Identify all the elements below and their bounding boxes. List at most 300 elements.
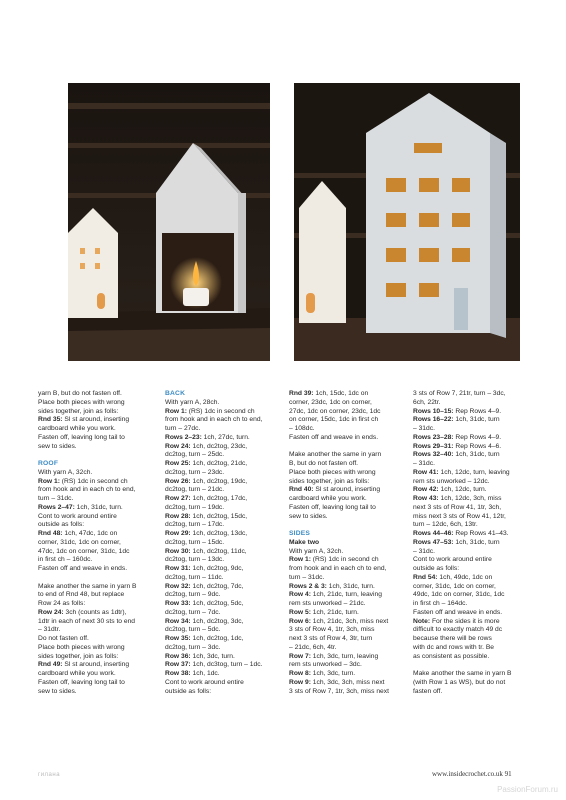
row-text: Fasten off and weave in ends. — [289, 433, 379, 441]
row-label: Row 36: — [165, 652, 191, 660]
instruction-line — [289, 574, 397, 583]
paragraph-gap — [413, 661, 525, 670]
instruction-line — [413, 399, 525, 408]
row-label: Row 9: — [289, 678, 311, 686]
row-text: 1ch, 49dc, 1dc on — [437, 573, 493, 581]
instruction-line — [38, 635, 146, 644]
row-label: Note: — [413, 617, 431, 625]
row-text: dc2tog, turn – 25dc. — [165, 451, 225, 459]
instruction-line — [413, 609, 525, 618]
row-label: Row 41: — [413, 468, 439, 476]
row-text: dc2tog, turn – 13dc. — [165, 556, 225, 564]
row-text: on corner, 15dc, 1dc in first ch — [289, 416, 379, 424]
instruction-line — [165, 600, 273, 609]
instruction-line — [165, 443, 273, 452]
row-text: dc2tog, turn – 23dc. — [165, 468, 225, 476]
paragraph-gap — [38, 451, 146, 460]
instruction-line — [413, 478, 525, 487]
row-text: next 3 sts of Row 4, 3tr, turn — [289, 635, 373, 642]
row-text: Rep Rows 4–9. — [453, 433, 502, 441]
instruction-line — [413, 469, 525, 478]
instruction-line — [38, 408, 146, 417]
instruction-line — [413, 521, 525, 530]
instruction-line — [413, 416, 525, 425]
instruction-line — [289, 548, 397, 557]
paragraph-gap — [289, 521, 397, 530]
instruction-line — [165, 661, 273, 670]
instruction-line — [289, 486, 397, 495]
row-text: Rep Rows 4–6. — [453, 442, 502, 450]
instruction-line — [413, 591, 525, 600]
row-text: 1ch, 3dc, turn, leaving — [310, 652, 379, 660]
row-text: 1ch, 47dc, 1dc on — [62, 530, 118, 537]
row-label: Row 43: — [413, 495, 439, 502]
instruction-line — [38, 688, 146, 697]
row-text: dc2tog, turn – 21dc. — [165, 486, 225, 494]
row-text: (with Row 1 as WS), but do not — [413, 678, 506, 686]
row-text: 1ch, dc2tog, 23dc, — [190, 442, 248, 450]
instruction-line — [289, 399, 397, 408]
instruction-line — [289, 390, 397, 399]
instruction-line — [413, 451, 525, 460]
row-label: Rows 44–46: — [413, 530, 454, 537]
row-text: (RS) 1dc in second ch — [186, 407, 255, 415]
instruction-line — [165, 688, 273, 697]
row-text: Fasten off, leaving long tail to — [289, 503, 376, 511]
row-label: Rnd 39: — [289, 390, 314, 397]
instruction-line — [165, 574, 273, 583]
row-text: 1ch, dc2tog, 9dc, — [190, 565, 244, 572]
instruction-line — [289, 539, 397, 548]
instruction-line — [165, 399, 273, 408]
row-text: With yarn A, 32ch. — [289, 547, 344, 555]
row-text: 27dc, 1dc on corner, 23dc, 1dc — [289, 407, 381, 415]
instruction-line — [413, 618, 525, 627]
row-text: With yarn A, 28ch. — [165, 398, 220, 406]
row-text: next 3 sts of Row 41, 1tr, 3ch, — [413, 503, 502, 511]
instruction-line — [38, 679, 146, 688]
row-text: 3 sts of Row 7, 21tr, turn – 3dc, — [413, 390, 506, 397]
row-text: in first ch – 160dc. — [38, 556, 93, 564]
row-text: rem sts unworked – 21dc. — [289, 600, 366, 607]
row-text: 1ch, dc2tog, 5dc, — [190, 600, 244, 607]
watermark: PassionForum.ru — [497, 785, 558, 794]
row-label: Row 7: — [289, 652, 311, 660]
row-text: 1ch, 21dc, 3ch, miss next — [310, 617, 389, 625]
row-text: 49dc, 1dc on corner, 31dc, 1dc — [413, 591, 505, 599]
instruction-line — [289, 626, 397, 635]
row-label: Rnd 48: — [38, 530, 63, 537]
instruction-line — [289, 618, 397, 627]
row-text: 1ch, 31dc, turn — [453, 538, 500, 546]
row-label: Row 27: — [165, 495, 191, 502]
row-label: Rnd 35: — [38, 416, 63, 424]
row-text: to end of Rnd 48, but replace — [38, 591, 125, 599]
row-text: fasten off. — [413, 687, 443, 695]
instruction-line — [413, 565, 525, 574]
instruction-line — [38, 478, 146, 487]
row-text: dc2tog, turn – 9dc. — [165, 591, 221, 599]
instruction-line — [289, 469, 397, 478]
instruction-line — [413, 679, 525, 688]
instruction-line — [165, 434, 273, 443]
row-text: 1ch, dc2tog, 3dc, — [190, 617, 244, 625]
instruction-line — [165, 635, 273, 644]
instruction-line — [165, 478, 273, 487]
row-text: Make another the same in yarn B — [413, 670, 512, 677]
instruction-line — [289, 513, 397, 522]
instruction-line — [38, 556, 146, 565]
row-text: 3ch (counts as 1dtr), — [63, 608, 127, 616]
row-label: Row 33: — [165, 600, 191, 607]
row-label: Rows 23–28: — [413, 433, 454, 441]
instruction-line — [38, 661, 146, 670]
row-text: 1ch, 31dc, turn. — [74, 503, 123, 511]
instruction-line — [413, 583, 525, 592]
row-text: Cont to work around entire — [413, 556, 492, 564]
row-text: Fasten off, leaving long tail to — [38, 433, 125, 441]
instruction-line — [413, 556, 525, 565]
instruction-line — [413, 644, 525, 653]
row-label: Row 26: — [165, 477, 191, 485]
instruction-line — [413, 408, 525, 417]
row-label: Row 24: — [38, 608, 64, 616]
row-text: 1ch, 12dc, turn, leaving — [438, 468, 510, 476]
row-text: 1ch, dc2tog, 13dc, — [190, 530, 248, 537]
row-text: sides together, join as folls: — [38, 652, 119, 660]
row-label: Row 25: — [165, 460, 191, 467]
row-text: dc2tog, turn – 19dc. — [165, 503, 225, 511]
column-2 — [165, 390, 273, 696]
row-label: Row 4: — [289, 591, 311, 599]
row-text: rem sts unworked – 12dc. — [413, 477, 490, 485]
instruction-line — [289, 556, 397, 565]
row-label: Rows 47–53: — [413, 538, 454, 546]
row-text: corner, 31dc, 1dc on corner, — [413, 582, 496, 590]
row-text: Row 24 as folls: — [38, 600, 86, 607]
row-text: – 31dc. — [413, 547, 435, 555]
row-text: outside as folls: — [38, 521, 85, 529]
row-text: 47dc, 1dc on corner, 31dc, 1dc — [38, 547, 130, 555]
row-text: turn – 31dc. — [38, 495, 74, 502]
row-label: Row 34: — [165, 617, 191, 625]
instruction-line — [413, 688, 525, 697]
instruction-line — [165, 416, 273, 425]
instruction-line — [413, 635, 525, 644]
instruction-line — [165, 504, 273, 513]
instruction-line — [38, 539, 146, 548]
instruction-line — [413, 539, 525, 548]
row-text: rem sts unworked – 3dc. — [289, 661, 362, 669]
row-text: 1ch, dc2tog, 7dc, — [190, 582, 244, 590]
row-text: in first ch – 164dc. — [413, 600, 468, 607]
row-text: 1ch, dc2tog, 11dc, — [190, 547, 247, 555]
row-label: Rows 29–31: — [413, 442, 454, 450]
instruction-line — [165, 521, 273, 530]
instruction-line — [289, 688, 397, 697]
instruction-line — [38, 670, 146, 679]
row-label: Rows 2–47: — [38, 503, 75, 511]
row-text: Sl st around, inserting — [313, 486, 381, 494]
instruction-line — [289, 653, 397, 662]
instruction-line — [165, 653, 273, 662]
instruction-line — [289, 460, 397, 469]
row-label: Row 28: — [165, 512, 191, 520]
instruction-line — [38, 609, 146, 618]
instruction-line — [289, 425, 397, 434]
instruction-line — [413, 670, 525, 679]
instruction-line — [289, 670, 397, 679]
row-text: sew to sides. — [289, 512, 328, 520]
row-label: Row 37: — [165, 661, 191, 669]
row-label: Row 29: — [165, 530, 191, 537]
row-text: sides together, join as folls: — [38, 407, 119, 415]
instruction-line — [165, 644, 273, 653]
row-text: turn – 27dc. — [165, 425, 201, 432]
row-text: Place both pieces with wrong — [38, 398, 125, 406]
instruction-line — [289, 478, 397, 487]
instruction-line — [38, 390, 146, 399]
column-4 — [413, 390, 525, 696]
row-text: from hook and in each ch to end, — [38, 486, 136, 494]
paragraph-gap — [289, 443, 397, 452]
row-label: Row 35: — [165, 635, 191, 642]
row-text: – 31dc. — [413, 425, 435, 432]
row-label: Rows 32–40: — [413, 451, 454, 459]
row-text: 1ch, 3dc, turn. — [310, 670, 356, 677]
instruction-line — [38, 469, 146, 478]
instruction-line — [38, 653, 146, 662]
instruction-line — [38, 626, 146, 635]
instruction-line — [38, 600, 146, 609]
instruction-line — [413, 530, 525, 539]
row-text: 1ch, 3dc, 3ch, miss next — [310, 678, 385, 686]
instruction-line — [289, 504, 397, 513]
row-label: Row 38: — [165, 670, 191, 677]
row-label: Row 30: — [165, 547, 191, 555]
row-label: Rnd 49: — [38, 661, 63, 669]
row-text: yarn B, but do not fasten off. — [38, 390, 122, 397]
row-text: 1ch, dc2tog, 1dc, — [190, 635, 244, 642]
instruction-line — [289, 635, 397, 644]
instruction-line — [289, 495, 397, 504]
instruction-line — [165, 495, 273, 504]
instruction-line — [413, 513, 525, 522]
instruction-line — [413, 486, 525, 495]
instruction-line — [165, 556, 273, 565]
instruction-line — [413, 600, 525, 609]
row-label: Row 5: — [289, 608, 311, 616]
instruction-line — [289, 661, 397, 670]
row-text: dc2tog, turn – 11dc. — [165, 573, 224, 581]
photo-crochet-townhouse — [294, 83, 520, 361]
instruction-line — [289, 644, 397, 653]
row-label: Row 6: — [289, 617, 311, 625]
row-text: dc2tog, turn – 5dc. — [165, 626, 221, 634]
instruction-line — [289, 565, 397, 574]
row-label: Row 42: — [413, 486, 439, 494]
row-text: 1ch, 1dc. — [190, 670, 220, 677]
section-heading: ROOF — [38, 460, 59, 467]
instruction-line — [289, 434, 397, 443]
instruction-line — [413, 425, 525, 434]
instruction-line — [289, 679, 397, 688]
instruction-line — [38, 530, 146, 539]
instruction-line — [413, 653, 525, 662]
row-text: with dc and rows with tr. Be — [413, 643, 495, 651]
row-text: 1ch, 27dc, turn. — [201, 433, 250, 441]
instruction-line — [38, 583, 146, 592]
row-text: 1ch, dc2tog, 15dc, — [190, 512, 248, 520]
row-text: outside as folls: — [413, 565, 460, 572]
instruction-line — [289, 609, 397, 618]
instruction-line — [165, 565, 273, 574]
row-text: B, but do not fasten off. — [289, 460, 359, 467]
instruction-line — [165, 670, 273, 679]
instruction-line — [38, 495, 146, 504]
row-text: turn – 12dc, 6ch, 13tr. — [413, 521, 478, 529]
row-label: Rows 10–15: — [413, 407, 454, 415]
instruction-line — [165, 583, 273, 592]
row-text: 1ch, dc2tog, 21dc, — [190, 460, 248, 467]
row-text: 1ch, dc2tog, 19dc, — [190, 477, 248, 485]
instruction-line — [165, 679, 273, 688]
instruction-line — [165, 460, 273, 469]
row-text: Place both pieces with wrong — [38, 643, 125, 651]
row-text: 1ch, 31dc, turn. — [326, 582, 375, 590]
section-heading: BACK — [165, 390, 186, 397]
row-text: corner, 23dc, 1dc on corner, — [289, 398, 372, 406]
instruction-line — [413, 460, 525, 469]
instruction-line — [38, 504, 146, 513]
row-text: as consistent as possible. — [413, 652, 490, 660]
row-label: Rnd 40: — [289, 486, 314, 494]
instruction-line — [165, 513, 273, 522]
instruction-line — [165, 451, 273, 460]
instruction-line — [165, 609, 273, 618]
row-text: cardboard while you work. — [289, 495, 367, 502]
instruction-line — [38, 565, 146, 574]
column-3 — [289, 390, 397, 696]
row-text: dc2tog, turn – 15dc. — [165, 538, 225, 546]
instruction-line — [38, 521, 146, 530]
row-text: cardboard while you work. — [38, 425, 116, 432]
instruction-line — [165, 539, 273, 548]
row-label: Rows 2 & 3: — [289, 582, 327, 590]
row-text: dc2tog, turn – 7dc. — [165, 608, 221, 616]
instruction-line — [38, 618, 146, 627]
instruction-line — [413, 504, 525, 513]
row-label: Row 32: — [165, 582, 191, 590]
instruction-line — [413, 574, 525, 583]
row-text: corner, 31dc, 1dc on corner, — [38, 538, 121, 546]
instruction-line — [165, 626, 273, 635]
instruction-line — [289, 408, 397, 417]
row-text: 3 sts of Row 4, 1tr, 3ch, miss — [289, 626, 375, 634]
row-text: 1ch, dc2tog, 17dc, — [190, 495, 248, 502]
footer-left-text: гилана — [38, 772, 61, 778]
section-heading: SIDES — [289, 530, 311, 537]
instruction-line — [38, 644, 146, 653]
row-text: cardboard while you work. — [38, 670, 116, 677]
row-text: – 31dc. — [413, 460, 435, 467]
row-text: 1ch, 21dc, turn, leaving — [310, 591, 382, 599]
row-text: Place both pieces with wrong — [289, 468, 376, 476]
row-text: outside as folls: — [165, 687, 212, 695]
row-text: difficult to exactly match 49 dc — [413, 626, 503, 634]
instruction-line — [165, 591, 273, 600]
row-text: 6ch, 22tr. — [413, 398, 441, 406]
instruction-line — [289, 451, 397, 460]
row-label: Row 8: — [289, 670, 311, 677]
row-text: 3 sts of Row 7, 1tr, 3ch, miss next — [289, 687, 389, 695]
instruction-line — [289, 591, 397, 600]
row-text: 1ch, 12dc, 3ch, miss — [438, 495, 502, 502]
row-text: 1ch, 15dc, 1dc on — [313, 390, 369, 397]
instruction-line — [413, 548, 525, 557]
instruction-line — [165, 425, 273, 434]
row-label: Row 1: — [38, 477, 60, 485]
row-text: from hook and in each ch to end, — [165, 416, 263, 424]
row-text: Make another the same in yarn — [289, 451, 382, 459]
instruction-line — [38, 591, 146, 600]
row-text: sew to sides. — [38, 687, 77, 695]
footer-website-and-page: www.insidecrochet.co.uk 91 — [432, 770, 512, 778]
row-text: dc2tog, turn – 17dc. — [165, 521, 225, 529]
row-text: Do not fasten off. — [38, 635, 89, 642]
instruction-line — [38, 425, 146, 434]
instruction-line — [38, 443, 146, 452]
photo-ceramic-and-crochet-houses — [68, 83, 270, 361]
row-text: because there will be rows — [413, 635, 492, 642]
instruction-line — [413, 626, 525, 635]
row-text: Rep Rows 4–9. — [453, 407, 502, 415]
row-text: 1ch, dc3tog, turn – 1dc. — [190, 661, 263, 669]
paragraph-gap — [38, 574, 146, 583]
row-text: – 108dc. — [289, 425, 315, 432]
row-text: Cont to work around entire — [165, 678, 244, 686]
row-text: from hook and in each ch to end, — [289, 565, 387, 572]
row-text: Fasten off and weave in ends. — [413, 608, 503, 616]
row-text: miss next 3 sts of Row 41, 12tr, — [413, 512, 506, 520]
instruction-line — [38, 416, 146, 425]
instruction-line — [413, 390, 525, 399]
row-text: (RS) 1dc in second ch — [310, 556, 379, 564]
row-label: Rows 2–23: — [165, 433, 202, 441]
row-label: Rnd 54: — [413, 573, 438, 581]
row-label: Make two — [289, 538, 320, 546]
row-text: With yarn A, 32ch. — [38, 468, 93, 476]
row-text: sides together, join as folls: — [289, 477, 370, 485]
row-label: Row 1: — [165, 407, 187, 415]
row-label: Rows 16–22: — [413, 416, 454, 424]
instruction-line — [38, 486, 146, 495]
row-text: 1ch, 31dc, turn — [453, 416, 500, 424]
row-text: For the sides it is more — [430, 617, 500, 625]
instruction-line — [165, 618, 273, 627]
instruction-line — [38, 399, 146, 408]
instruction-line — [413, 495, 525, 504]
instruction-line — [165, 469, 273, 478]
instruction-line — [413, 434, 525, 443]
row-text: (RS) 1dc in second ch — [59, 477, 128, 485]
instruction-line — [38, 548, 146, 557]
row-text: Sl st around, inserting — [62, 661, 130, 669]
column-1 — [38, 390, 146, 696]
row-text: Fasten off, leaving long tail to — [38, 678, 125, 686]
row-text: 1ch, 12dc, turn. — [438, 486, 487, 494]
row-text: Make another the same in yarn B — [38, 582, 137, 590]
